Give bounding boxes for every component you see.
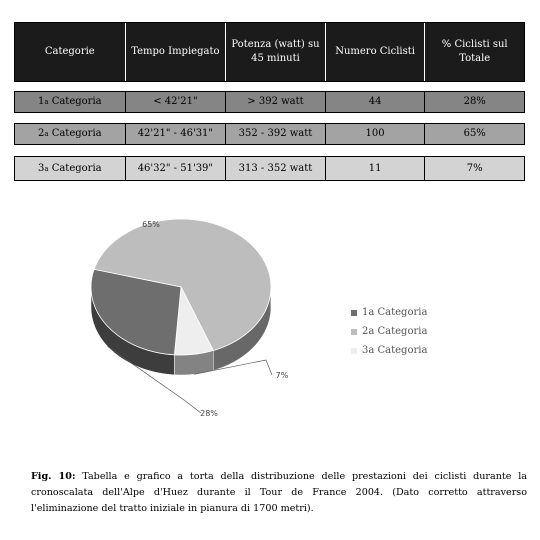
header-numero: Numero Ciclisti xyxy=(326,23,426,81)
header-tempo: Tempo Impiegato xyxy=(126,23,227,81)
category-number: 3 xyxy=(37,162,45,174)
tempo-cell: 46'32" - 51'39" xyxy=(126,157,227,180)
pie-data-label: 65% xyxy=(142,220,160,229)
header-categorie: Categorie xyxy=(15,23,126,81)
legend-item xyxy=(351,341,427,360)
numero-cell: 100 xyxy=(326,124,426,144)
potenza-cell: 313 - 352 watt xyxy=(226,157,326,180)
header-potenza: Potenza (watt) su 45 minuti xyxy=(226,23,326,81)
category-text: Categoria xyxy=(48,96,102,107)
caption-text: Tabella e grafico a torta della distribuzione delle prestazioni dei ciclisti durante la cronoscalata dell'Alpe d'Huez durante il Tour de France 2004. (Dato corretto attraverso l'eliminazione del tratto iniziale in pianura di 1700 metri). xyxy=(31,471,527,514)
header-percentuale: % Ciclisti sul Totale xyxy=(441,39,508,64)
category-text: Categoria xyxy=(48,128,102,139)
legend-swatch xyxy=(351,310,357,316)
category-cell: 3 a Categoria xyxy=(15,157,126,180)
numero-cell: 44 xyxy=(326,92,426,112)
category-cell: 1 a Categoria xyxy=(15,92,126,112)
tempo-cell: 42'21" - 46'31" xyxy=(126,124,227,144)
tempo-cell: < 42'21" xyxy=(126,92,227,112)
legend-swatch xyxy=(351,348,357,354)
category-cell: 2 a Categoria xyxy=(15,124,126,144)
legend-item xyxy=(351,303,427,322)
category-text: Categoria xyxy=(48,162,102,174)
percentuale-cell: 7% xyxy=(466,162,483,174)
pie-data-label: 7% xyxy=(275,371,289,380)
legend-swatch xyxy=(351,329,357,335)
legend-item xyxy=(351,322,427,341)
category-number: 2 xyxy=(37,128,45,139)
chart-legend xyxy=(351,303,427,360)
potenza-cell: 352 - 392 watt xyxy=(226,124,326,144)
figure-caption xyxy=(31,469,527,517)
legend-label: 2a Categoria xyxy=(362,326,428,337)
pie-data-label: 28% xyxy=(200,409,218,418)
numero-cell: 11 xyxy=(326,157,426,180)
category-number: 1 xyxy=(37,96,45,107)
percentuale-cell: 28% xyxy=(463,96,486,107)
legend-label: 1a Categoria xyxy=(362,307,428,318)
percentuale-cell: 65% xyxy=(463,128,486,139)
legend-label: 3a Categoria xyxy=(362,345,428,356)
potenza-cell: > 392 watt xyxy=(226,92,326,112)
caption-label: Fig. 10: xyxy=(31,471,76,482)
